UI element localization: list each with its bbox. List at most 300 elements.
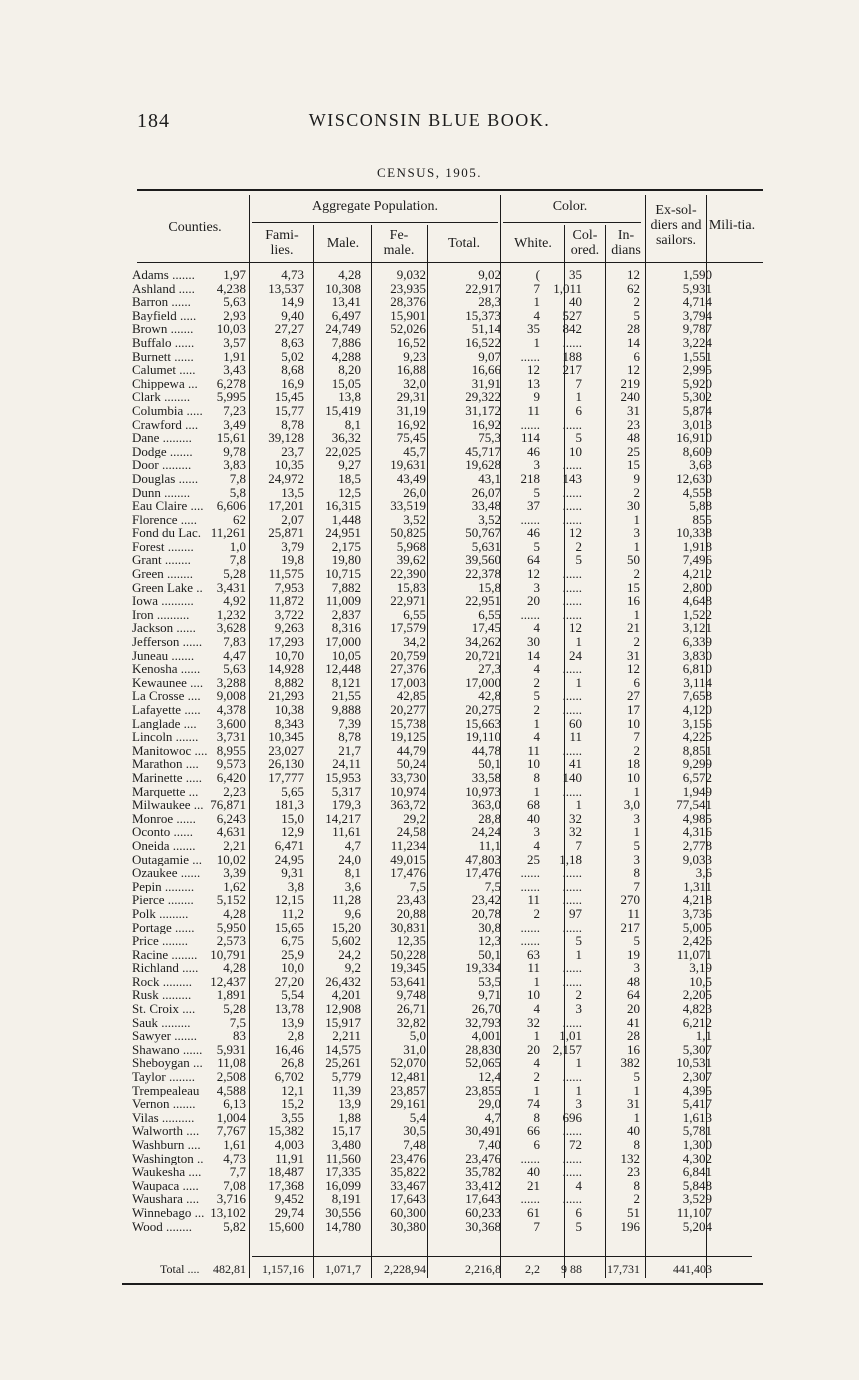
indians-cell: ...... (562, 973, 582, 989)
county-cell: Wood ........ (132, 1219, 192, 1234)
white-cell: 32,793 (465, 1014, 501, 1030)
indians-cell: 4 (575, 1177, 582, 1193)
ex-soldiers-cell: 5 (633, 837, 640, 853)
ex-soldiers-cell: 25 (627, 443, 640, 459)
table-row (132, 934, 752, 948)
male-cell: 11,91 (275, 1150, 304, 1166)
ex-soldiers-cell: 5 (633, 1069, 640, 1085)
male-cell: 2,8 (287, 1028, 304, 1044)
ex-soldiers-cell: 31 (627, 647, 640, 663)
male-cell: 9,31 (281, 865, 304, 881)
table-row (132, 893, 752, 907)
male-cell: 3,79 (281, 538, 304, 554)
total-cell: 33,730 (390, 769, 426, 785)
table-row (132, 472, 752, 486)
ex-soldiers-cell: 2 (633, 484, 640, 500)
table-row (132, 880, 752, 894)
total-cell: 31,19 (396, 402, 426, 418)
male-cell: 25,871 (268, 525, 304, 541)
female-cell: 12,448 (325, 661, 361, 677)
table-row (132, 404, 752, 418)
white-cell: 3,52 (478, 511, 501, 527)
total-cell: 22,390 (390, 566, 426, 582)
table-row (132, 662, 752, 676)
male-cell: 8,78 (281, 416, 304, 432)
indians-cell: 5 (575, 1218, 582, 1234)
indians-cell: 5 (575, 552, 582, 568)
families-cell: 6,243 (216, 810, 246, 826)
table-title: CENSUS, 1905. (376, 165, 483, 180)
female-cell: 13,9 (338, 1096, 361, 1112)
white-cell: 15,8 (478, 579, 501, 595)
families-cell: 3,39 (223, 865, 246, 881)
colored-cell: 30 (527, 634, 540, 650)
families-cell: 2,573 (216, 933, 246, 949)
indians-cell: 1 (575, 634, 582, 650)
male-cell: 24,972 (268, 470, 304, 486)
male-cell: 24,95 (274, 851, 304, 867)
militia-cell: 4,648 (682, 593, 712, 609)
militia-cell: 2,778 (682, 837, 712, 853)
county-cell: Langlade .... (132, 716, 197, 731)
militia-cell: 5,417 (682, 1096, 712, 1112)
female-cell: 24,749 (325, 321, 361, 337)
colored-cell: 1 (533, 1082, 540, 1098)
colored-cell: 1 (533, 973, 540, 989)
male-cell: 29,74 (274, 1204, 304, 1220)
total-cell: 5,4 (409, 1109, 426, 1125)
families-cell: 4,28 (223, 905, 246, 921)
white-cell: 23,855 (465, 1082, 501, 1098)
table-row (132, 486, 752, 500)
ex-soldiers-cell: 15 (627, 457, 640, 473)
total-cell: 15,738 (390, 715, 426, 731)
county-cell: Oconto ...... (132, 825, 194, 839)
total-cell: 17,003 (390, 674, 426, 690)
families-cell: 3,49 (223, 416, 246, 432)
total-cell: 19,345 (390, 960, 426, 976)
table-row (132, 621, 752, 635)
total-militia: 441,403 (673, 1262, 712, 1276)
female-cell: 9,2 (344, 960, 361, 976)
white-cell: 20,275 (465, 702, 501, 717)
male-cell: 8,343 (274, 715, 304, 731)
county-cell: Milwaukee ... (132, 798, 204, 812)
female-cell: 11,28 (332, 892, 361, 908)
families-cell: 5,28 (223, 566, 246, 582)
colored-cell: ...... (520, 511, 540, 527)
header-female: Fe-male. (383, 228, 415, 258)
militia-cell: 1,918 (682, 538, 712, 554)
families-cell: 1,91 (223, 348, 246, 364)
families-cell: 2,21 (223, 837, 246, 853)
families-cell: 7,08 (223, 1177, 246, 1193)
table-row (132, 499, 752, 513)
ex-soldiers-cell: 1 (633, 824, 640, 840)
male-cell: 9,263 (274, 620, 304, 636)
colored-cell: 68 (527, 797, 540, 813)
white-cell: 60,233 (465, 1204, 501, 1220)
total-cell: 7,48 (403, 1137, 426, 1152)
white-cell: 16,522 (465, 334, 501, 350)
militia-cell: 5,307 (682, 1041, 712, 1057)
county-cell: Brown ....... (132, 322, 194, 336)
indians-cell: ...... (562, 878, 582, 894)
male-cell: 9,452 (274, 1191, 304, 1207)
indians-cell: 60 (569, 715, 582, 731)
militia-cell: 9,033 (682, 851, 712, 867)
table-row (132, 553, 752, 567)
militia-cell: 4,212 (682, 566, 712, 582)
indians-cell: ...... (562, 484, 582, 500)
militia-cell: 5,781 (682, 1123, 712, 1139)
table-row (132, 526, 752, 540)
militia-cell: 9,787 (682, 321, 712, 337)
county-cell: Washburn .... (132, 1138, 201, 1152)
colored-cell: 4 (533, 620, 540, 636)
female-cell: 9,27 (338, 457, 361, 473)
militia-cell: 12,630 (676, 470, 712, 486)
male-cell: 7,953 (274, 579, 304, 595)
female-cell: 25,261 (325, 1055, 361, 1071)
total-cell: 27,376 (390, 661, 426, 677)
female-cell: 179,3 (331, 797, 361, 813)
total-cell: 44,79 (396, 742, 426, 758)
families-cell: 2,93 (223, 307, 246, 323)
female-cell: 16,099 (325, 1177, 361, 1193)
total-cell: 53,641 (390, 973, 426, 989)
families-cell: 4,92 (223, 593, 246, 609)
table-row (132, 961, 752, 975)
indians-cell: 696 (562, 1109, 582, 1125)
white-cell: 44,78 (471, 742, 501, 758)
colored-cell: 46 (527, 443, 540, 459)
militia-cell: 1,300 (682, 1137, 712, 1152)
white-cell: 24,24 (471, 824, 501, 840)
indians-cell: ...... (562, 865, 582, 881)
families-cell: 6,278 (216, 375, 246, 391)
ex-soldiers-cell: 1 (633, 538, 640, 554)
county-cell: Kenosha ...... (132, 662, 201, 676)
male-cell: 8,68 (281, 362, 304, 378)
total-female: 1,071,7 (325, 1262, 361, 1276)
total-cell: 34,2 (403, 634, 426, 650)
female-cell: 11,39 (332, 1082, 361, 1098)
total-male: 1,157,16 (262, 1262, 304, 1276)
colored-cell: 4 (533, 307, 540, 323)
white-cell: 26,07 (471, 484, 501, 500)
indians-cell: ...... (562, 511, 582, 527)
families-cell: 3,731 (216, 729, 246, 745)
county-cell: Douglas ...... (132, 471, 199, 486)
total-cell: 52,026 (390, 321, 426, 337)
indians-cell: 1,01 (559, 1028, 582, 1044)
colored-cell: 11 (527, 402, 540, 418)
table-row (132, 1138, 752, 1152)
ex-soldiers-cell: 62 (627, 280, 640, 296)
families-cell: 3,716 (216, 1191, 246, 1207)
total-cell: 39,62 (396, 552, 426, 568)
county-cell: Green Lake .. (132, 580, 203, 595)
female-cell: 8,121 (331, 674, 361, 690)
white-cell: 17,45 (471, 620, 501, 636)
militia-cell: 77,541 (676, 797, 712, 813)
county-cell: Barron ...... (132, 295, 191, 309)
colored-cell: 20 (527, 593, 540, 609)
male-cell: 19,8 (281, 552, 304, 568)
militia-cell: 4,316 (682, 824, 712, 840)
county-cell: Vernon ....... (132, 1097, 196, 1111)
male-cell: 8,882 (274, 674, 304, 690)
militia-cell: 3,736 (682, 905, 712, 921)
militia-cell: 5,005 (682, 919, 712, 935)
white-cell: 27,3 (478, 661, 501, 677)
female-cell: 12,5 (338, 484, 361, 500)
families-cell: 1,891 (216, 987, 246, 1003)
table-row (132, 907, 752, 921)
white-cell: 20,721 (465, 647, 501, 663)
militia-cell: 5,931 (682, 280, 712, 296)
county-cell: Ashland ..... (132, 281, 195, 296)
total-cell: 42,85 (396, 688, 426, 704)
table-row (132, 390, 752, 404)
county-cell: Grant ........ (132, 553, 191, 568)
female-cell: 17,000 (325, 634, 361, 650)
total-cell: 32,0 (403, 375, 426, 391)
white-cell: 17,476 (465, 865, 501, 881)
families-cell: 4,588 (216, 1082, 246, 1098)
table-row (132, 1016, 752, 1030)
indians-cell: 140 (562, 769, 582, 785)
indians-cell: 1 (575, 1082, 582, 1098)
total-cell: 35,822 (390, 1164, 426, 1180)
white-cell: 33,48 (471, 498, 501, 514)
county-cell: Dane ......... (132, 431, 192, 445)
indians-cell: 1 (575, 389, 582, 405)
families-cell: 6,420 (216, 769, 246, 785)
total-total: 2,228,94 (384, 1262, 426, 1276)
indians-cell: 7 (575, 375, 582, 391)
families-cell: 7,767 (216, 1123, 246, 1139)
female-cell: 10,715 (325, 566, 361, 582)
table-row (132, 730, 752, 744)
indians-cell: 12 (569, 620, 582, 636)
colored-cell: 40 (527, 810, 540, 826)
white-cell: 30,368 (465, 1218, 501, 1234)
female-cell: 11,61 (332, 824, 361, 840)
white-cell: 50,767 (465, 525, 501, 541)
ex-soldiers-cell: 219 (620, 375, 640, 391)
indians-cell: 6 (575, 1204, 582, 1220)
white-cell: 22,917 (465, 280, 501, 296)
total-cell: 30,380 (390, 1218, 426, 1234)
female-cell: 15,20 (331, 919, 361, 935)
header-ex-soldiers: Ex-sol-diers and sailors. (650, 203, 702, 248)
county-cell: Outagamie ... (132, 852, 203, 867)
female-cell: 15,419 (325, 402, 361, 418)
families-cell: 3,288 (216, 674, 246, 690)
colored-cell: 8 (533, 1109, 540, 1125)
families-cell: 7,8 (229, 470, 246, 486)
indians-cell: ...... (562, 919, 582, 935)
female-cell: 9,888 (331, 702, 361, 717)
county-cell: Crawford .... (132, 417, 199, 432)
white-cell: 6,55 (478, 606, 501, 622)
county-cell: Chippewa ... (132, 376, 198, 391)
ex-soldiers-cell: 40 (627, 1123, 640, 1139)
ex-soldiers-cell: 50 (627, 552, 640, 568)
families-cell: 5,995 (216, 389, 246, 405)
militia-cell: 3,794 (682, 307, 712, 323)
total-cell: 52,070 (390, 1055, 426, 1071)
ex-soldiers-cell: 6 (633, 674, 640, 690)
table-row (132, 921, 752, 935)
white-cell: 20,78 (471, 905, 501, 921)
county-cell: Pepin ......... (132, 879, 195, 894)
female-cell: 15,953 (325, 769, 361, 785)
ex-soldiers-cell: 16 (627, 1041, 640, 1057)
families-cell: 1,61 (223, 1137, 246, 1152)
colored-cell: ...... (520, 348, 540, 364)
total-cell: 30,5 (403, 1123, 426, 1139)
militia-cell: 5,874 (682, 402, 712, 418)
total-cell: 9,23 (403, 348, 426, 364)
total-cell: 20,759 (390, 647, 426, 663)
table-row (132, 703, 752, 717)
families-cell: 4,378 (216, 702, 246, 717)
militia-cell: 6,572 (682, 769, 712, 785)
table-row (132, 458, 752, 472)
white-cell: 19,110 (465, 729, 501, 745)
militia-cell: 3,156 (682, 715, 712, 731)
table-row (132, 268, 752, 282)
militia-cell: 2,307 (682, 1069, 712, 1085)
county-cell: Calumet ..... (132, 363, 196, 377)
white-cell: 75,3 (478, 430, 501, 446)
female-cell: 13,8 (338, 389, 361, 405)
male-cell: 11,575 (268, 566, 304, 582)
white-cell: 17,643 (465, 1191, 501, 1207)
militia-cell: 3,013 (682, 416, 712, 432)
colored-cell: 3 (533, 457, 540, 473)
colored-cell: ...... (520, 933, 540, 949)
militia-cell: 1,551 (682, 348, 712, 364)
male-cell: 13,9 (281, 1014, 304, 1030)
white-cell: 16,66 (471, 362, 501, 378)
ex-soldiers-cell: 19 (627, 946, 640, 962)
white-cell: 12,3 (478, 933, 501, 949)
colored-cell: ...... (520, 416, 540, 432)
female-cell: 19,80 (331, 552, 361, 568)
table-row (132, 350, 752, 364)
table-row (132, 1111, 752, 1125)
indians-cell: 5 (575, 933, 582, 949)
total-cell: 20,88 (396, 905, 426, 921)
female-cell: 3,480 (331, 1137, 361, 1152)
ex-soldiers-cell: 16 (627, 593, 640, 609)
militia-cell: 5,848 (682, 1177, 712, 1193)
ex-soldiers-cell: 1 (633, 606, 640, 622)
white-cell: 35,782 (465, 1164, 501, 1180)
indians-cell: 1 (575, 1055, 582, 1071)
families-cell: 6,606 (216, 498, 246, 514)
white-cell: 28,3 (478, 294, 501, 310)
colored-cell: 7 (533, 1218, 540, 1234)
indians-cell: 527 (562, 307, 582, 323)
female-cell: 8,316 (331, 620, 361, 636)
indians-cell: 41 (569, 756, 582, 772)
female-cell: 11,009 (325, 593, 361, 609)
white-cell: 9,07 (478, 348, 501, 364)
white-cell: 15,373 (465, 307, 501, 323)
militia-cell: 3,121 (682, 620, 712, 636)
male-cell: 15,45 (274, 389, 304, 405)
table-row (132, 1220, 752, 1234)
ex-soldiers-cell: 23 (627, 1164, 640, 1180)
families-cell: 5,152 (216, 892, 246, 908)
county-cell: Iron .......... (132, 607, 190, 622)
ex-soldiers-cell: 217 (620, 919, 640, 935)
white-cell: 23,476 (465, 1150, 501, 1166)
white-cell: 16,92 (471, 416, 501, 432)
colored-cell: 63 (527, 946, 540, 962)
colored-cell: 12 (527, 362, 540, 378)
table-row (132, 1002, 752, 1016)
male-cell: 15,600 (268, 1218, 304, 1234)
total-colored: 2,2 (525, 1262, 540, 1276)
colored-cell: 114 (520, 430, 540, 446)
female-cell: 18,5 (338, 470, 361, 486)
table-row (132, 1043, 752, 1057)
county-cell: Manitowoc .... (132, 743, 208, 758)
colored-cell: 25 (527, 851, 540, 867)
ex-soldiers-cell: 8 (633, 865, 640, 881)
militia-cell: 8,851 (682, 742, 712, 758)
county-cell: Waupaca ..... (132, 1178, 199, 1193)
white-cell: 30,8 (478, 919, 501, 935)
families-cell: 5,950 (216, 919, 246, 935)
female-cell: 26,432 (325, 973, 361, 989)
table-row (132, 540, 752, 554)
running-head: WISCONSIN BLUE BOOK. (308, 110, 551, 130)
militia-cell: 6,810 (682, 661, 712, 677)
total-cell: 31,0 (403, 1041, 426, 1057)
ex-soldiers-cell: 10 (627, 769, 640, 785)
total-cell: 3,52 (403, 511, 426, 527)
indians-cell: ...... (562, 1123, 582, 1139)
table-row (132, 608, 752, 622)
indians-cell: 3 (575, 1096, 582, 1112)
white-cell: 9,02 (478, 267, 501, 282)
female-cell: 12,908 (325, 1001, 361, 1017)
table-row (132, 594, 752, 608)
ex-soldiers-cell: 28 (627, 1028, 640, 1044)
families-cell: 62 (233, 511, 246, 527)
indians-cell: 2,157 (552, 1041, 582, 1057)
header-aggregate-population: Aggregate Population. (312, 199, 438, 214)
white-cell: 7,5 (484, 878, 501, 894)
male-cell: 15,0 (281, 810, 304, 826)
total-cell: 12,35 (396, 933, 426, 949)
total-ex-soldiers: 17,731 (607, 1262, 640, 1276)
male-cell: 39,128 (268, 430, 304, 446)
militia-cell: 4,823 (682, 1001, 712, 1017)
table-row (132, 1029, 752, 1043)
total-cell: 60,300 (390, 1204, 426, 1220)
county-cell: Dunn ........ (132, 485, 191, 500)
county-cell: Marinette ..... (132, 770, 203, 785)
table-row (132, 1056, 752, 1070)
